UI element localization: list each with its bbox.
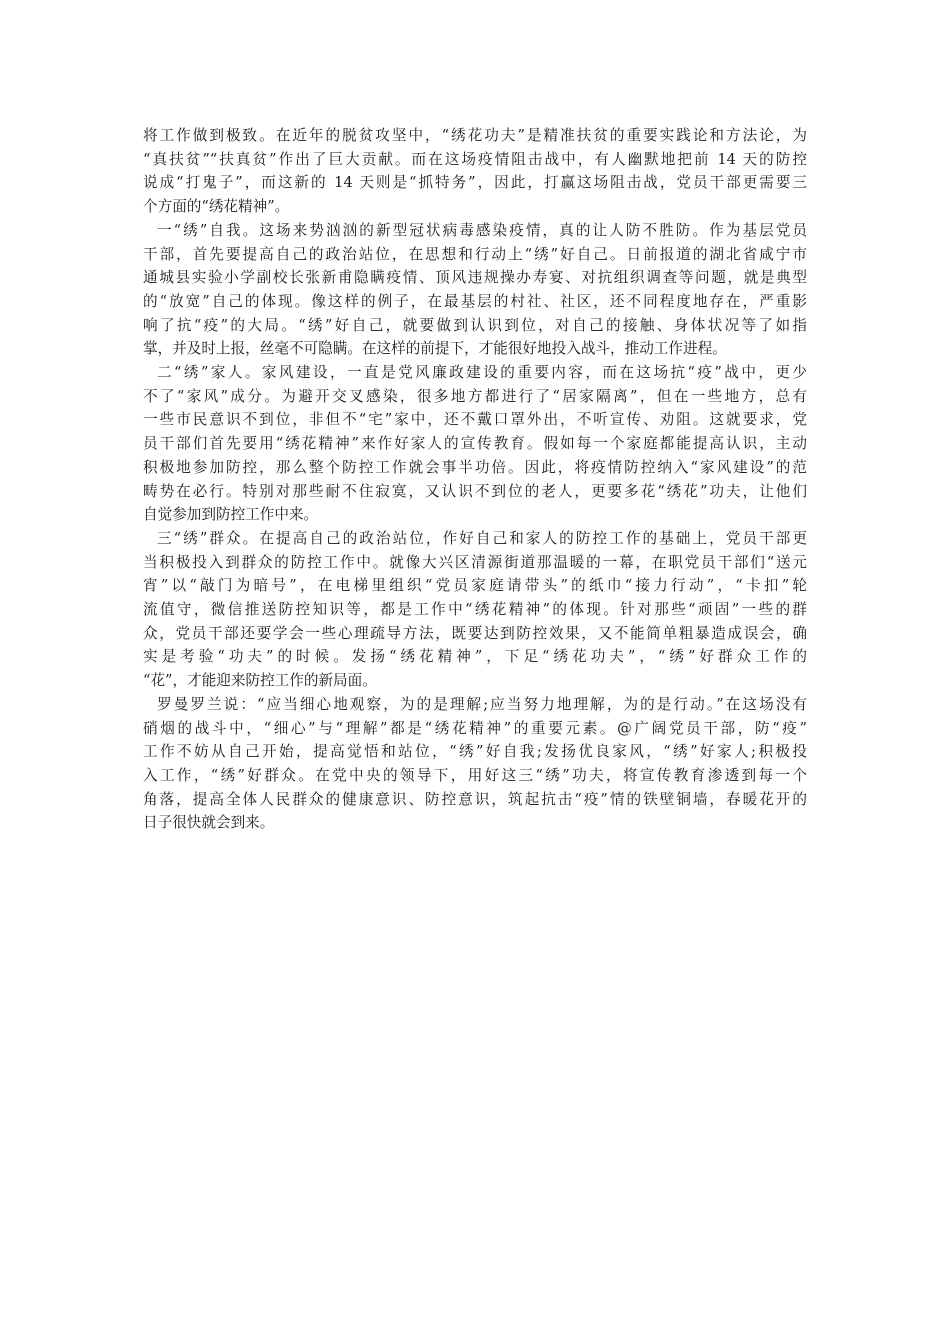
text-line: 积极地参加防控，那么整个防控工作就会事半功倍。因此，将疫情防控纳入“家风建设”的范 — [143, 458, 807, 476]
paragraph-self — [143, 219, 807, 361]
text-line: 一些市民意识不到位，非但不“宅”家中，还不戴口罩外出，不听宣传、劝阻。这就要求，党 — [143, 411, 807, 429]
text-line: 当积极投入到群众的防控工作中。就像大兴区清源街道那温暖的一幕，在职党员干部们“送元 — [143, 553, 807, 571]
paragraph-family — [143, 361, 807, 527]
text-line: 响了抗“疫”的大局。“绣”好自己，就要做到认识到位，对自己的接触、身体状况等了如指 — [143, 316, 807, 334]
text-line: 宵”以“敲门为暗号”，在电梯里组织“党员家庭请带头”的纸巾“接力行动”，“卡扣”轮 — [143, 577, 807, 595]
text-line: 通城县实验小学副校长张新甫隐瞒疫情、顶风违规操办寿宴、对抗组织调查等问题，就是典型 — [143, 269, 807, 287]
text-line: 将工作做到极致。在近年的脱贫攻坚中，“绣花功夫”是精准扶贫的重要实践论和方法论，为 — [143, 127, 807, 144]
text-line: 不了“家风”成分。为避开交叉感染，很多地方都进行了“居家隔离”，但在一些地方，总有 — [143, 387, 807, 405]
text-line: 硝烟的战斗中，“细心”与“理解”都是“绣花精神”的重要元素。@广阔党员干部，防“疫” — [143, 719, 807, 737]
text-line: 罗曼罗兰说：“应当细心地观察，为的是理解;应当努力地理解，为的是行动。”在这场没有 — [157, 695, 807, 713]
paragraph-conclusion — [143, 693, 807, 835]
text-line: 的“放宽”自己的体现。像这样的例子，在最基层的村社、社区，还不同程度地存在，严重影 — [143, 292, 807, 310]
text-line: 畴势在必行。特别对那些耐不住寂寞，又认识不到位的老人，更要多花“绣花”功夫，让他们 — [143, 482, 807, 500]
text-line: 一“绣”自我。这场来势汹汹的新型冠状病毒感染疫情，真的让人防不胜防。作为基层党员 — [157, 221, 807, 239]
text-line: 自觉参加到防控工作中来。 — [143, 506, 319, 524]
text-line: 实是考验“功夫”的时候。发扬“绣花精神”，下足“绣花功夫”，“绣”好群众工作的 — [143, 648, 807, 666]
document-body — [143, 124, 807, 835]
text-line: 众，党员干部还要学会一些心理疏导方法，既要达到防控效果，又不能简单粗暴造成误会，确 — [143, 624, 807, 642]
text-line: 入工作，“绣”好群众。在党中央的领导下，用好这三“绣”功夫，将宣传教育渗透到每一个 — [143, 766, 807, 784]
paragraph-intro — [143, 124, 807, 219]
text-line: 工作不妨从自己开始，提高觉悟和站位，“绣”好自我;发扬优良家风，“绣”好家人;积极投 — [143, 743, 807, 761]
text-line: 员干部们首先要用“绣花精神”来作好家人的宣传教育。假如每一个家庭都能提高认识，主动 — [143, 435, 807, 453]
text-line: 日子很快就会到来。 — [143, 814, 275, 832]
text-line: “真扶贫”“扶真贫”作出了巨大贡献。而在这场疫情阻击战中，有人幽默地把前 14 天的防控 — [143, 150, 807, 168]
text-line: 掌，并及时上报，丝毫不可隐瞒。在这样的前提下，才能很好地投入战斗，推动工作进程。 — [143, 340, 727, 358]
text-line: 说成“打鬼子”，而这新的 14 天则是“抓特务”，因此，打赢这场阻击战，党员干部更需要三 — [143, 174, 807, 192]
text-line: 三“绣”群众。在提高自己的政治站位，作好自己和家人的防控工作的基础上，党员干部更 — [157, 529, 807, 547]
text-line: 二“绣”家人。家风建设，一直是党风廉政建设的重要内容，而在这场抗“疫”战中，更少 — [157, 364, 807, 382]
text-line: “花”，才能迎来防控工作的新局面。 — [143, 672, 377, 690]
text-line: 角落，提高全体人民群众的健康意识、防控意识，筑起抗击“疫”情的铁壁铜墙，春暖花开的 — [143, 790, 807, 808]
paragraph-masses — [143, 527, 807, 693]
text-line: 个方面的“绣花精神”。 — [143, 198, 290, 216]
text-line: 干部，首先要提高自己的政治站位，在思想和行动上“绣”好自己。日前报道的湖北省咸宁市 — [143, 245, 807, 263]
text-line: 流值守，微信推送防控知识等，都是工作中“绣花精神”的体现。针对那些“顽固”一些的群 — [143, 601, 807, 619]
